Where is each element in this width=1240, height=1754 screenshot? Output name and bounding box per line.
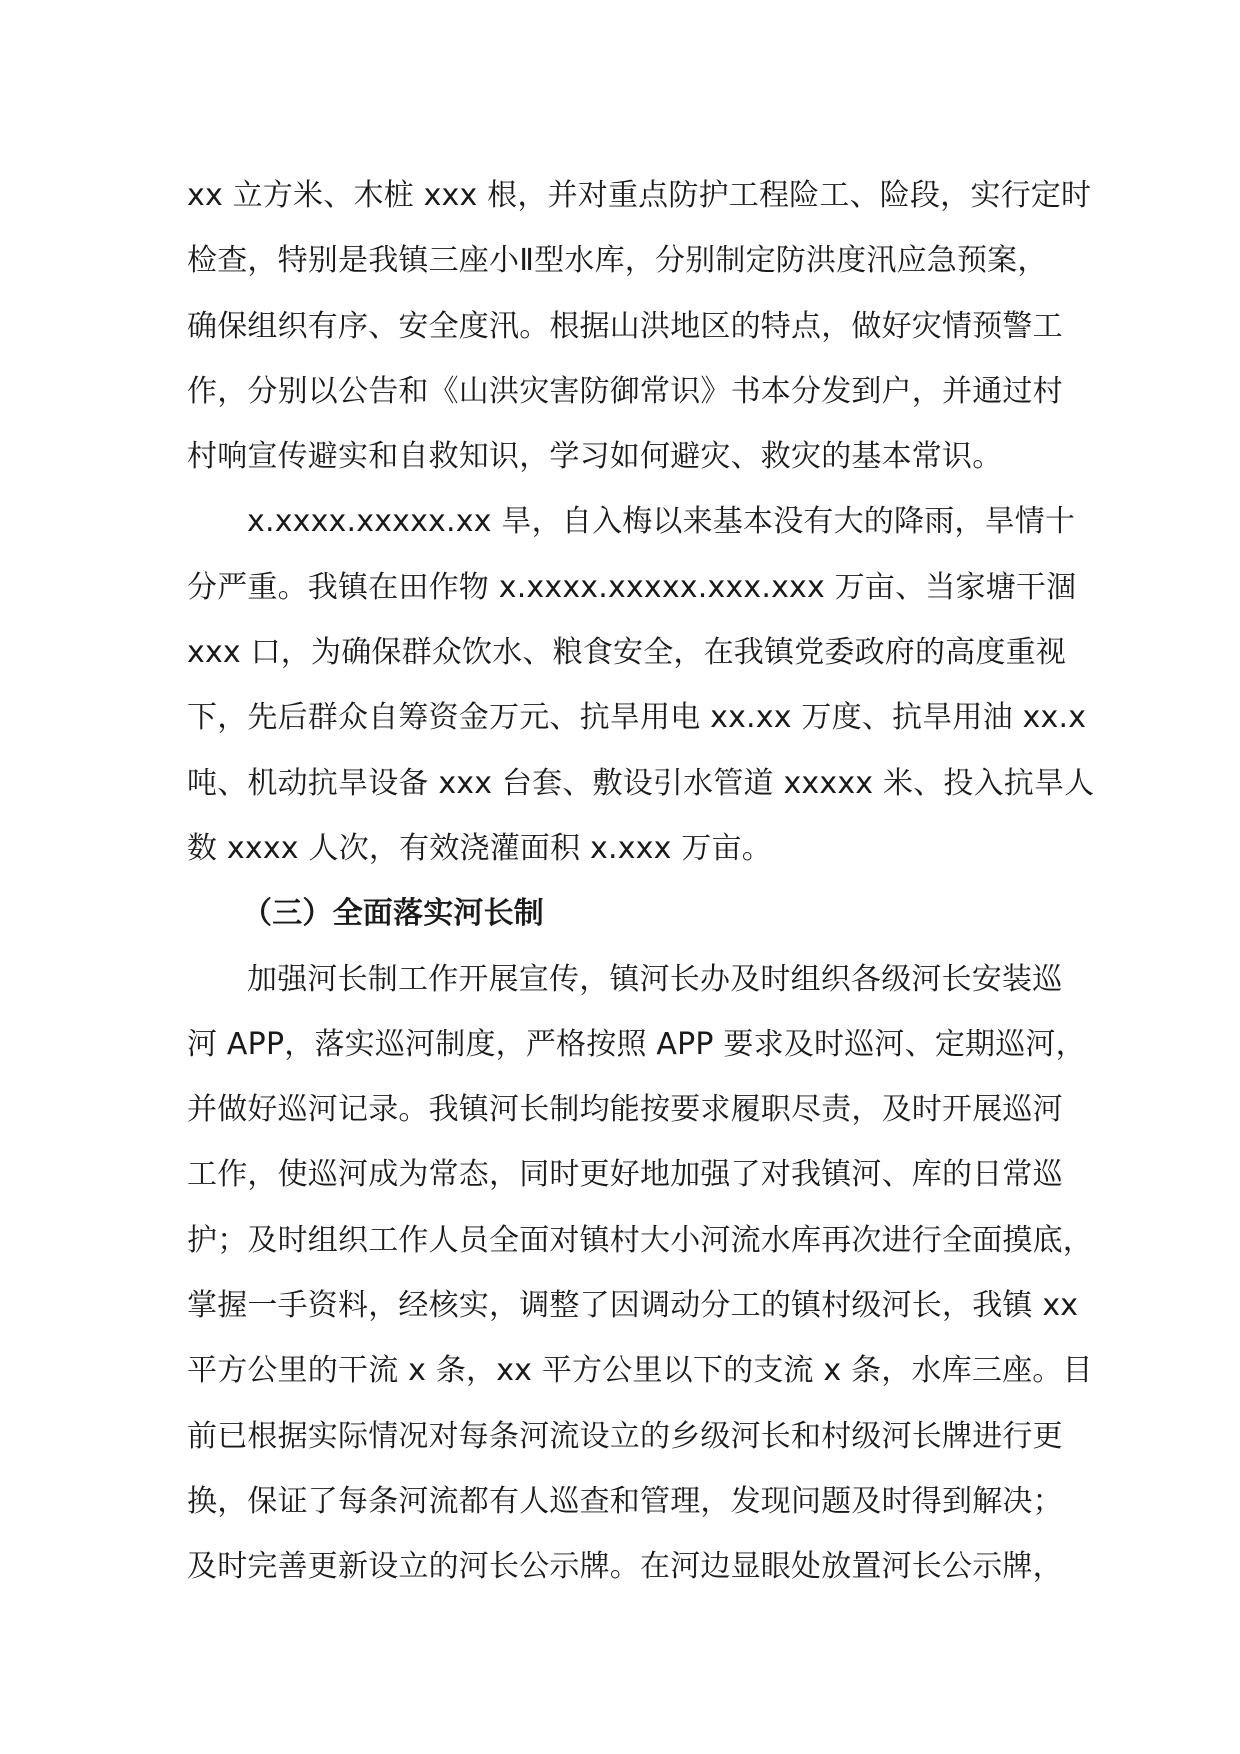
paragraph-line: 及时完善更新设立的河长公示牌。在河边显眼处放置河长公示牌， <box>187 1549 1063 1585</box>
paragraph-line: 作，分别以公告和《山洪灾害防御常识》书本分发到户，并通过村 <box>187 373 1063 409</box>
paragraph-line: xxx 口，为确保群众饮水、粮食安全，在我镇党委政府的高度重视 <box>187 635 1066 671</box>
section-heading: （三）全面落实河长制 <box>242 896 544 932</box>
paragraph-line: 分严重。我镇在田作物 x.xxxx.xxxxx.xxx.xxx 万亩、当家塘干涸 <box>187 569 1077 605</box>
paragraph-line: 检查，特别是我镇三座小Ⅱ型水库，分别制定防洪度汛应急预案， <box>187 243 1048 279</box>
paragraph-line: 河 APP，落实巡河制度，严格按照 APP 要求及时巡河、定期巡河， <box>187 1026 1086 1062</box>
paragraph-line: 并做好巡河记录。我镇河长制均能按要求履职尽责，及时开展巡河 <box>187 1092 1063 1128</box>
paragraph-line: 村响宣传避实和自救知识，学习如何避灾、救灾的基本常识。 <box>187 439 1003 475</box>
paragraph-line: xx 立方米、木桩 xxx 根，并对重点防护工程险工、险段，实行定时 <box>187 178 1092 213</box>
paragraph-line: 加强河长制工作开展宣传，镇河长办及时组织各级河长安装巡 <box>247 961 1063 997</box>
paragraph-line: 换，保证了每条河流都有人巡查和管理，发现问题及时得到解决； <box>187 1483 1063 1519</box>
paragraph-line: 掌握一手资料，经核实，调整了因调动分工的镇村级河长，我镇 xx <box>187 1288 1079 1324</box>
paragraph-line: 护；及时组织工作人员全面对镇村大小河流水库再次进行全面摸底， <box>187 1222 1093 1258</box>
paragraph-line: 吨、机动抗旱设备 xxx 台套、敷设引水管道 xxxxx 米、投入抗旱人 <box>187 765 1095 801</box>
paragraph-line: 数 xxxx 人次，有效浇灌面积 x.xxx 万亩。 <box>187 830 772 866</box>
paragraph-line: 前已根据实际情况对每条河流设立的乡级河长和村级河长牌进行更 <box>187 1418 1063 1454</box>
paragraph-line: 下，先后群众自筹资金万元、抗旱用电 xx.xx 万度、抗旱用油 xx.x <box>187 700 1087 736</box>
paragraph-line: 确保组织有序、安全度汛。根据山洪地区的特点，做好灾情预警工 <box>187 308 1063 344</box>
document-page <box>187 163 1095 1600</box>
paragraph-line: 平方公里的干流 x 条，xx 平方公里以下的支流 x 条，水库三座。目 <box>187 1353 1093 1389</box>
paragraph-line: 工作，使巡河成为常态，同时更好地加强了对我镇河、库的日常巡 <box>187 1157 1063 1193</box>
paragraph-line: x.xxxx.xxxxx.xx 旱，自入梅以来基本没有大的降雨，旱情十 <box>247 504 1076 540</box>
